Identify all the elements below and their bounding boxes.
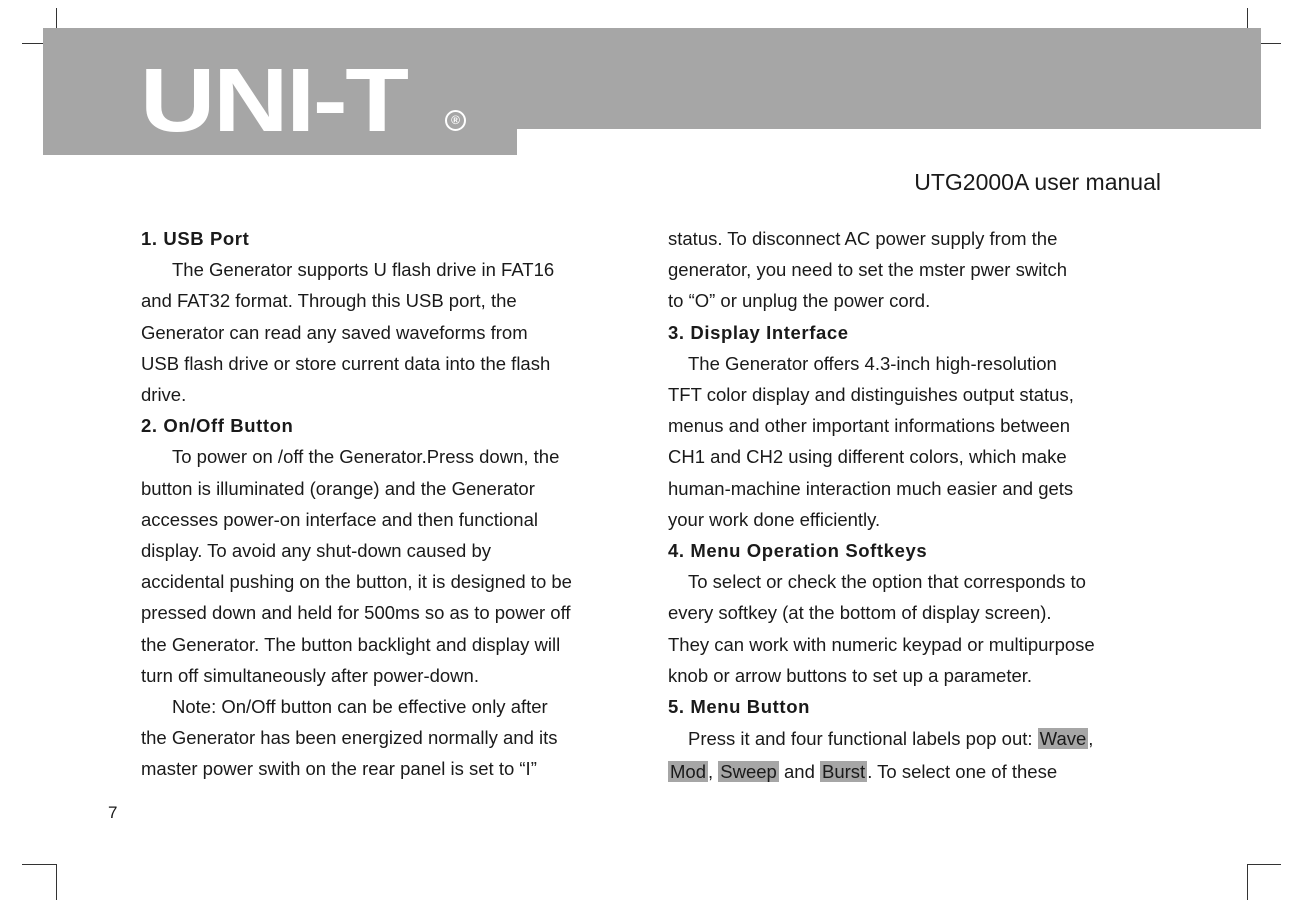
paragraph-display-interface — [668, 348, 1178, 535]
section-heading-usb-port: 1. USB Port — [141, 228, 250, 249]
paragraph-continued — [668, 223, 1178, 317]
text-line: knob or arrow buttons to set up a parameter. — [668, 664, 1033, 686]
registered-mark-icon: ® — [445, 110, 466, 131]
brand-logo — [140, 51, 470, 151]
text-line: and FAT32 format. Through this USB port, the — [141, 290, 517, 312]
text-line: master power swith on the rear panel is set to “I” — [141, 758, 537, 780]
text-line: the Generator has been energized normally and its — [141, 727, 558, 749]
conjunction: and — [778, 761, 821, 783]
text-line: every softkey (at the bottom of display screen). — [668, 602, 1052, 624]
text-line: TFT color display and distinguishes output status, — [668, 384, 1074, 406]
text-line: Generator can read any saved waveforms from — [141, 321, 528, 343]
text-line: human-machine interaction much easier and gets — [668, 477, 1074, 499]
punctuation: , — [1088, 728, 1094, 750]
text-line: The Generator supports U flash drive in FAT16 — [172, 259, 555, 281]
text-line: accesses power-on interface and then functional — [141, 508, 538, 530]
text-line: To select or check the option that corresponds to — [688, 571, 1086, 593]
section-heading-menu-operation-softkeys: 4. Menu Operation Softkeys — [668, 540, 928, 562]
label-mod: Mod — [670, 761, 706, 783]
label-sweep: Sweep — [720, 761, 777, 783]
text-line: USB flash drive or store current data into the flash — [141, 352, 551, 374]
crop-mark — [1247, 864, 1281, 865]
text-line — [668, 722, 1178, 755]
punctuation: , — [708, 761, 719, 783]
paragraph-note — [141, 691, 651, 785]
text-line: status. To disconnect AC power supply from the — [668, 228, 1058, 249]
text-line: your work done efficiently. — [668, 508, 881, 530]
menu-button-tail-text: . To select one of these — [867, 761, 1058, 783]
text-line: To power on /off the Generator.Press down, the — [172, 446, 560, 468]
text-line: to “O” or unplug the power cord. — [668, 290, 931, 312]
manual-title: UTG2000A user manual — [914, 169, 1161, 195]
page-number: 7 — [108, 803, 118, 822]
text-line: drive. — [141, 384, 187, 406]
right-column — [668, 223, 1178, 788]
text-line: turn off simultaneously after power-down. — [141, 664, 479, 686]
section-heading-menu-button: 5. Menu Button — [668, 696, 810, 718]
section-heading-on-off-button: 2. On/Off Button — [141, 415, 294, 437]
paragraph-menu-operation-softkeys — [668, 566, 1178, 691]
label-wave: Wave — [1039, 728, 1087, 750]
text-line: generator, you need to set the mster pwer switch — [668, 259, 1067, 281]
text-line: accidental pushing on the button, it is designed to be — [141, 571, 572, 593]
paragraph-on-off-button — [141, 441, 651, 691]
text-line: Note: On/Off button can be effective only after — [172, 696, 548, 718]
text-line: CH1 and CH2 using different colors, which make — [668, 446, 1067, 468]
left-column — [141, 223, 651, 785]
text-line: display. To avoid any shut-down caused by — [141, 540, 492, 562]
crop-mark — [22, 864, 57, 865]
text-line: pressed down and held for 500ms so as to power off — [141, 602, 571, 624]
text-line: They can work with numeric keypad or multipurpose — [668, 633, 1095, 655]
text-line: menus and other important informations between — [668, 415, 1071, 437]
menu-button-intro-text: Press it and four functional labels pop out: — [688, 728, 1038, 750]
text-line: The Generator offers 4.3-inch high-resolution — [688, 352, 1057, 374]
section-heading-display-interface: 3. Display Interface — [668, 321, 849, 343]
text-line — [668, 755, 1178, 788]
crop-mark — [1247, 864, 1248, 900]
brand-logo-text: UNI-T — [140, 51, 407, 151]
text-line: the Generator. The button backlight and display will — [141, 633, 561, 655]
crop-mark — [56, 864, 57, 900]
text-line: button is illuminated (orange) and the Generator — [141, 477, 535, 499]
paragraph-menu-button — [668, 722, 1178, 788]
label-burst: Burst — [822, 761, 866, 783]
paragraph-usb-port — [141, 254, 651, 410]
